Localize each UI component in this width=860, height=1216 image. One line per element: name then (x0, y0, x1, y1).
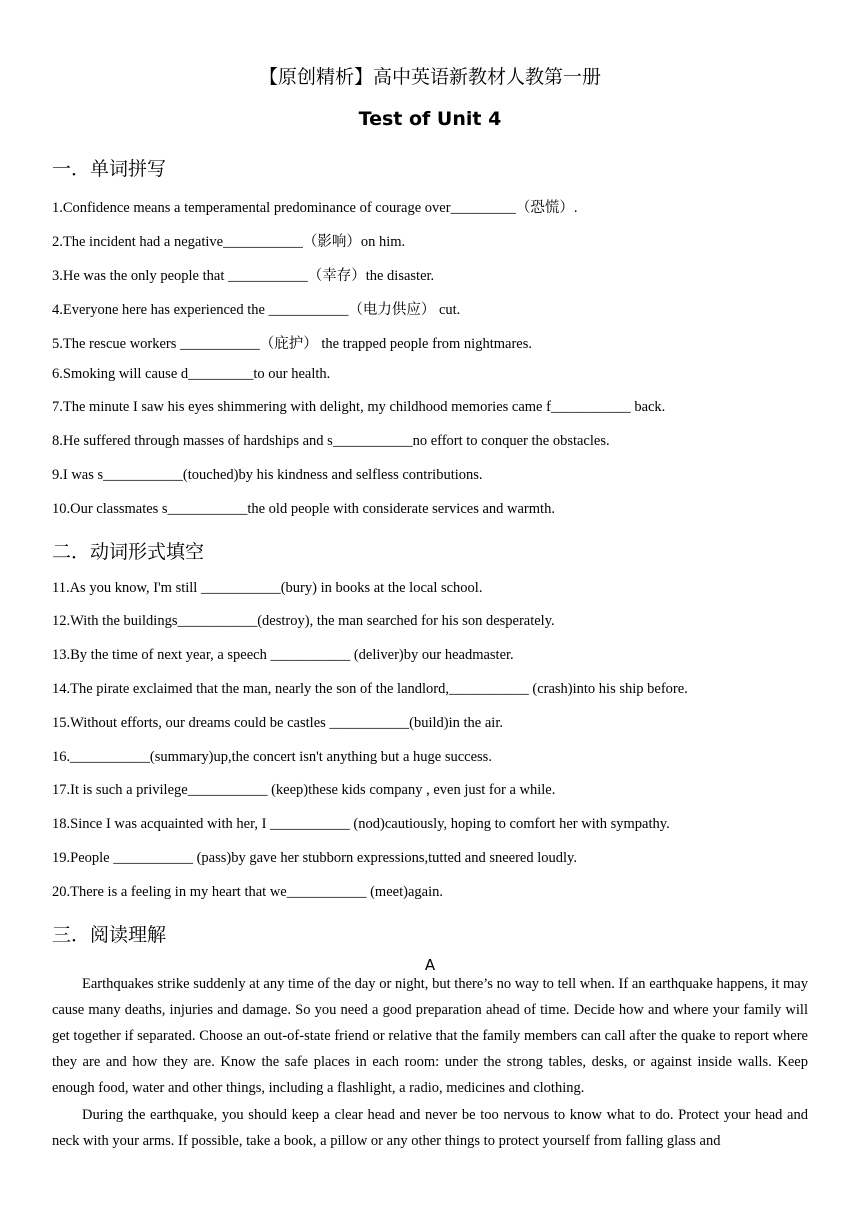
question-item: 7.The minute I saw his eyes shimmering with delight, my childhood memories came f___________ back. (52, 399, 666, 415)
section-heading-verb-forms: 二．动词形式填空 (52, 541, 205, 563)
passage-label: A (424, 956, 436, 974)
question-item: 15.Without efforts, our dreams could be castles ___________(build)in the air. (52, 715, 503, 731)
question-item: 14.The pirate exclaimed that the man, nearly the son of the landlord,___________ (crash)into his ship before. (52, 681, 688, 697)
question-item: 17.It is such a privilege___________ (keep)these kids company , even just for a while. (52, 782, 556, 798)
question-item: 6.Smoking will cause d_________to our health. (52, 366, 331, 382)
question-item: 19.People ___________ (pass)by gave her stubborn expressions,tutted and sneered loudly. (52, 850, 577, 866)
section-heading-reading: 三．阅读理解 (52, 924, 167, 946)
passage-paragraph: During the earthquake, you should keep a clear head and never be too nervous to know what to do. Protect your head and neck with your arms. If possible, take a book, a pillow or any other things to protect yourself from falling glass and (52, 1107, 808, 1149)
question-item: 5.The rescue workers ___________（庇护） the trapped people from nightmares. (52, 336, 532, 352)
question-item: 16.___________(summary)up,the concert isn't anything but a huge success. (52, 749, 492, 765)
question-item: 10.Our classmates s___________the old people with considerate services and warmth. (52, 501, 555, 517)
question-item: 11.As you know, I'm still ___________(bury) in books at the local school. (52, 580, 483, 596)
question-item: 20.There is a feeling in my heart that we___________ (meet)again. (52, 884, 443, 900)
document-subtitle: Test of Unit 4 (358, 108, 502, 130)
document-title: 【原创精析】高中英语新教材人教第一册 (258, 66, 601, 88)
question-item: 18.Since I was acquainted with her, I ___________ (nod)cautiously, hoping to comfort her with sympathy. (52, 816, 670, 832)
question-item: 8.He suffered through masses of hardships and s___________no effort to conquer the obstacles. (52, 433, 610, 449)
question-item: 3.He was the only people that ___________（幸存）the disaster. (52, 268, 435, 284)
question-item: 4.Everyone here has experienced the ___________（电力供应） cut. (52, 302, 461, 318)
question-item: 9.I was s___________(touched)by his kindness and selfless contributions. (52, 467, 483, 483)
question-item: 1.Confidence means a temperamental predominance of courage over_________（恐慌）. (52, 200, 578, 216)
question-item: 12.With the buildings___________(destroy), the man searched for his son desperately. (52, 613, 555, 629)
question-item: 2.The incident had a negative___________（影响）on him. (52, 234, 406, 250)
question-item: 13.By the time of next year, a speech ___________ (deliver)by our headmaster. (52, 647, 514, 663)
section-heading-spelling: 一．单词拼写 (52, 158, 167, 180)
passage-paragraph: Earthquakes strike suddenly at any time of the day or night, but there’s no way to tell when. If an earthquake happens, it may cause many deaths, injuries and damage. So you need a good preparation ahead of time. Decide how and where your family will get together if separated. Choose an out-of-state friend or relative that the family members can call after the quake to report where they are and how they are. Know the safe places in each room: under the strong tables, desks, or against inside walls. Keep enough food, water and other things, including a flashlight, a radio, medicines and clothing. (52, 976, 808, 1096)
